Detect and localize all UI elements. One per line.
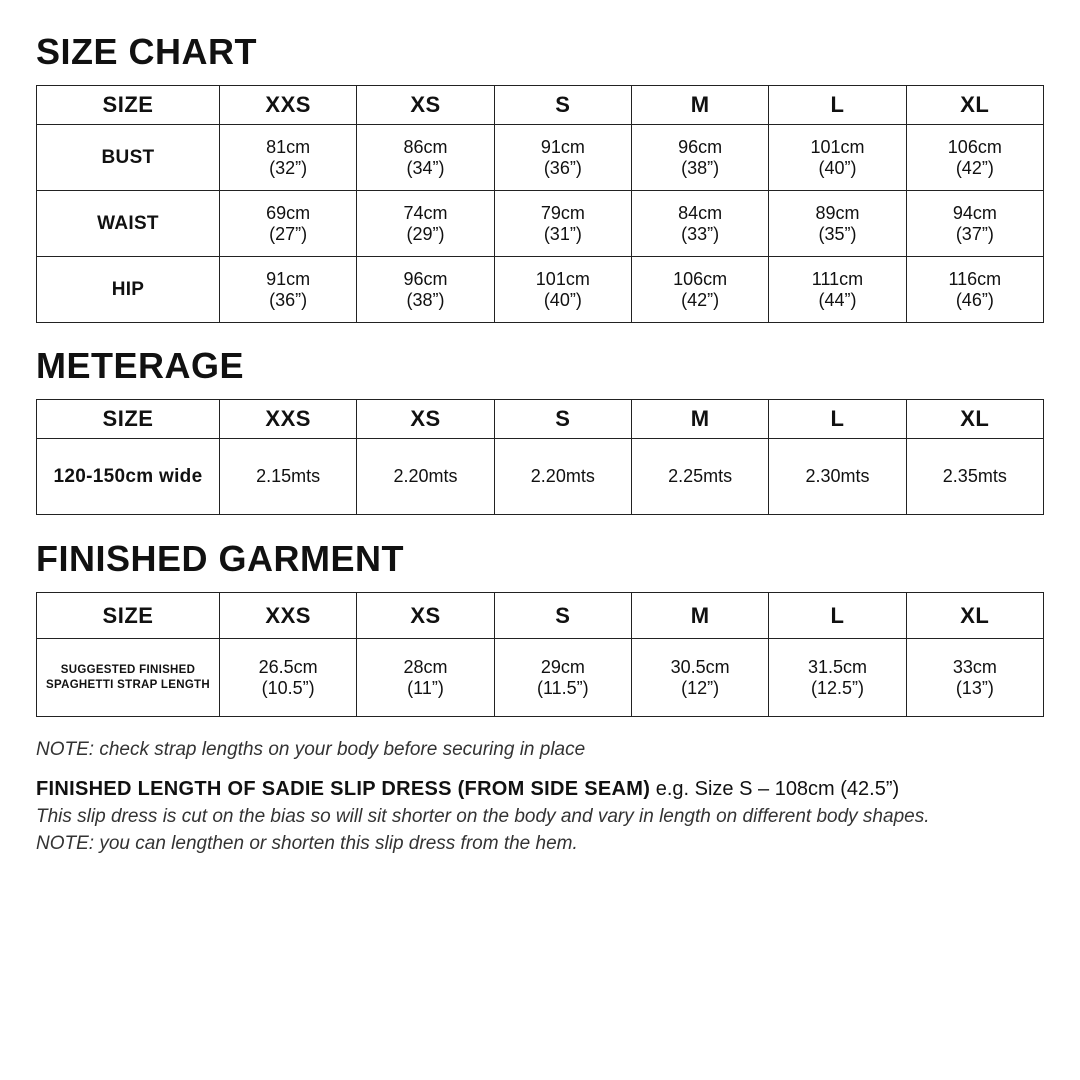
- table-cell: 81cm (32”): [220, 125, 357, 191]
- table-row-bust: [37, 125, 1044, 191]
- finished-garment-title: FINISHED GARMENT: [36, 538, 404, 579]
- header-cell: L: [769, 86, 906, 125]
- header-cell: XL: [906, 86, 1043, 125]
- header-cell: SIZE: [37, 86, 220, 125]
- bias-note: This slip dress is cut on the bias so will sit shorter on the body and vary in length on different body shapes.: [36, 806, 930, 827]
- table-cell: 2.30mts: [769, 439, 906, 515]
- header-cell: XL: [906, 593, 1043, 639]
- meterage-header-row: [37, 400, 1044, 439]
- row-label: 120-150cm wide: [37, 439, 220, 515]
- table-row-waist: [37, 191, 1044, 257]
- header-cell: L: [769, 593, 906, 639]
- header-cell: SIZE: [37, 593, 220, 639]
- table-cell: 91cm (36”): [220, 257, 357, 323]
- header-cell: SIZE: [37, 400, 220, 439]
- table-cell: 31.5cm (12.5”): [769, 639, 906, 717]
- size-chart-header-row: [37, 86, 1044, 125]
- header-cell: M: [631, 593, 768, 639]
- table-row-fabric-width: [37, 439, 1044, 515]
- table-cell: 29cm (11.5”): [494, 639, 631, 717]
- table-cell: 89cm (35”): [769, 191, 906, 257]
- table-cell: 2.25mts: [631, 439, 768, 515]
- table-cell: 2.20mts: [357, 439, 494, 515]
- row-label: HIP: [37, 257, 220, 323]
- table-row-hip: [37, 257, 1044, 323]
- row-label: WAIST: [37, 191, 220, 257]
- header-cell: XXS: [220, 593, 357, 639]
- table-cell: 69cm (27”): [220, 191, 357, 257]
- header-cell: XL: [906, 400, 1043, 439]
- table-cell: 79cm (31”): [494, 191, 631, 257]
- header-cell: XXS: [220, 400, 357, 439]
- table-cell: 111cm (44”): [769, 257, 906, 323]
- finished-garment-header-row: [37, 593, 1044, 639]
- finished-length-line: [36, 778, 899, 801]
- table-cell: 2.15mts: [220, 439, 357, 515]
- hem-note: NOTE: you can lengthen or shorten this slip dress from the hem.: [36, 833, 578, 854]
- table-cell: 28cm (11”): [357, 639, 494, 717]
- table-cell: 26.5cm (10.5”): [220, 639, 357, 717]
- header-cell: M: [631, 400, 768, 439]
- table-cell: 101cm (40”): [494, 257, 631, 323]
- row-label: SUGGESTED FINISHED SPAGHETTI STRAP LENGTH: [37, 639, 220, 717]
- strap-note: NOTE: check strap lengths on your body before securing in place: [36, 739, 586, 760]
- meterage-title: METERAGE: [36, 345, 245, 386]
- meterage-table: [36, 399, 1044, 515]
- header-cell: S: [494, 593, 631, 639]
- header-cell: XS: [357, 593, 494, 639]
- table-cell: 2.35mts: [906, 439, 1043, 515]
- row-label: BUST: [37, 125, 220, 191]
- table-cell: 84cm (33”): [631, 191, 768, 257]
- table-cell: 106cm (42”): [906, 125, 1043, 191]
- table-cell: 86cm (34”): [357, 125, 494, 191]
- finished-garment-table: [36, 592, 1044, 717]
- header-cell: M: [631, 86, 768, 125]
- header-cell: XS: [357, 86, 494, 125]
- header-cell: S: [494, 86, 631, 125]
- header-cell: S: [494, 400, 631, 439]
- size-chart-table: [36, 85, 1044, 323]
- table-cell: 106cm (42”): [631, 257, 768, 323]
- finished-length-label: FINISHED LENGTH OF SADIE SLIP DRESS (FROM SIDE SEAM): [36, 778, 651, 800]
- table-cell: 94cm (37”): [906, 191, 1043, 257]
- table-cell: 2.20mts: [494, 439, 631, 515]
- table-cell: 30.5cm (12”): [631, 639, 768, 717]
- table-cell: 33cm (13”): [906, 639, 1043, 717]
- table-cell: 96cm (38”): [357, 257, 494, 323]
- finished-length-example: e.g. Size S – 108cm (42.5”): [655, 778, 900, 800]
- header-cell: XXS: [220, 86, 357, 125]
- table-cell: 101cm (40”): [769, 125, 906, 191]
- header-cell: L: [769, 400, 906, 439]
- table-cell: 116cm (46”): [906, 257, 1043, 323]
- table-row-strap-length: [37, 639, 1044, 717]
- table-cell: 74cm (29”): [357, 191, 494, 257]
- header-cell: XS: [357, 400, 494, 439]
- size-chart-title: SIZE CHART: [36, 31, 257, 72]
- table-cell: 91cm (36”): [494, 125, 631, 191]
- table-cell: 96cm (38”): [631, 125, 768, 191]
